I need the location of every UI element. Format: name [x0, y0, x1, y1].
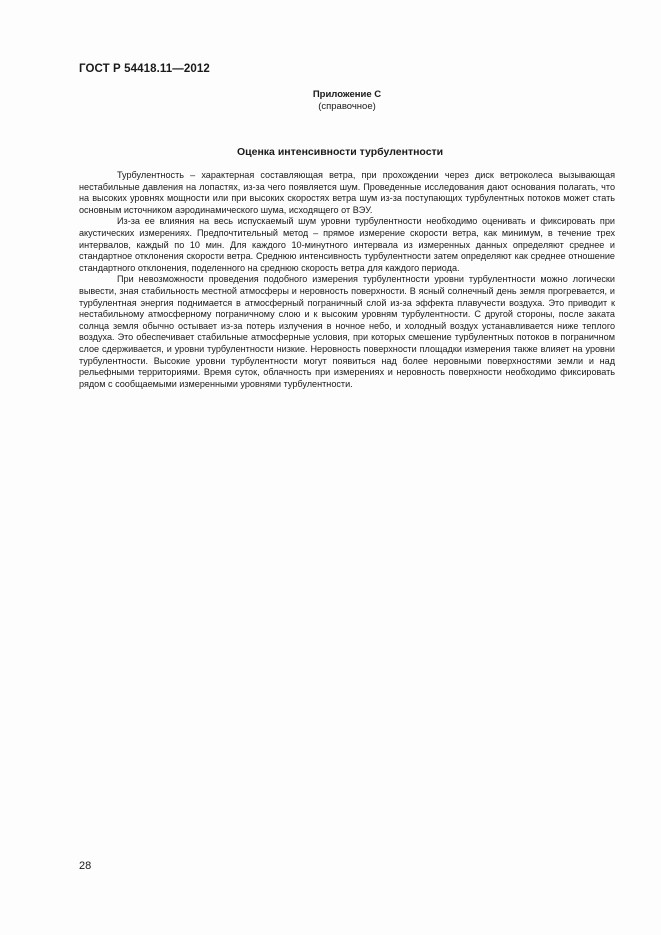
page-number: 28 [79, 860, 92, 872]
appendix-subtitle: (справочное) [318, 100, 376, 112]
section-title: Оценка интенсивности турбулентности [237, 146, 444, 158]
paragraph: Турбулентность – характерная составляющая ветра, при прохождении через диск ветроколеса вызывающая нестабильные давления на лопастях, из-за чего появляется шум. Проведенные исследования дают основания полагать, что на высоких уровнях мощности или при высоких скоростях ветра шум из-за поступающих турбулентных потоков может стать основным источником аэродинамического шума, исходящего от ВЭУ. [79, 170, 615, 215]
appendix-title: Приложение С [312, 89, 382, 100]
paragraph: Из-за ее влияния на весь испускаемый шум уровни турбулентности необходимо оценивать и фиксировать при акустических измерениях. Предпочтительный метод – прямое измерение скорости ветра, как минимум, в течение трех интервалов, каждый по 10 мин. Для каждого 10-минутного интервала из измеренных данных определяют среднее и стандартное отклонения скорости ветра. Среднюю интенсивность турбулентности затем определяют как среднее отношение стандартного отклонения, поделенного на среднюю скорость ветра для каждого периода. [79, 216, 615, 273]
paragraph: При невозможности проведения подобного измерения турбулентности уровни турбулентности можно логически вывести, зная стабильность местной атмосферы и неровность поверхности. В ясный солнечный день земля прогревается, и турбулентная энергия поднимается в атмосферный пограничный слой из-за эффекта плавучести воздуха. Это приводит к нестабильному атмосферному пограничному слою и к высоким уровням турбулентности. С другой стороны, после заката солнца земля обычно остывает из-за потерь излучения в ночное небо, и холодный воздух устанавливается ниже теплого воздуха. Это обеспечивает стабильные атмосферные условия, при которых смешение турбулентных потоков в пограничном слое сдерживается, и уровни турбулентности низкие. Неровность поверхности площадки измерения также влияет на уровни турбулентности. Высокие уровни турбулентности могут появиться над более неровными поверхностями земли и над рельефными территориями. Время суток, облачность при измерениях и неровность поверхности необходимо фиксировать рядом с сообщаемыми измеренными уровнями турбулентности. [79, 274, 615, 389]
document-code-header: ГОСТ Р 54418.11—2012 [79, 63, 210, 75]
appendix-heading [0, 89, 661, 112]
body-text [79, 170, 615, 390]
